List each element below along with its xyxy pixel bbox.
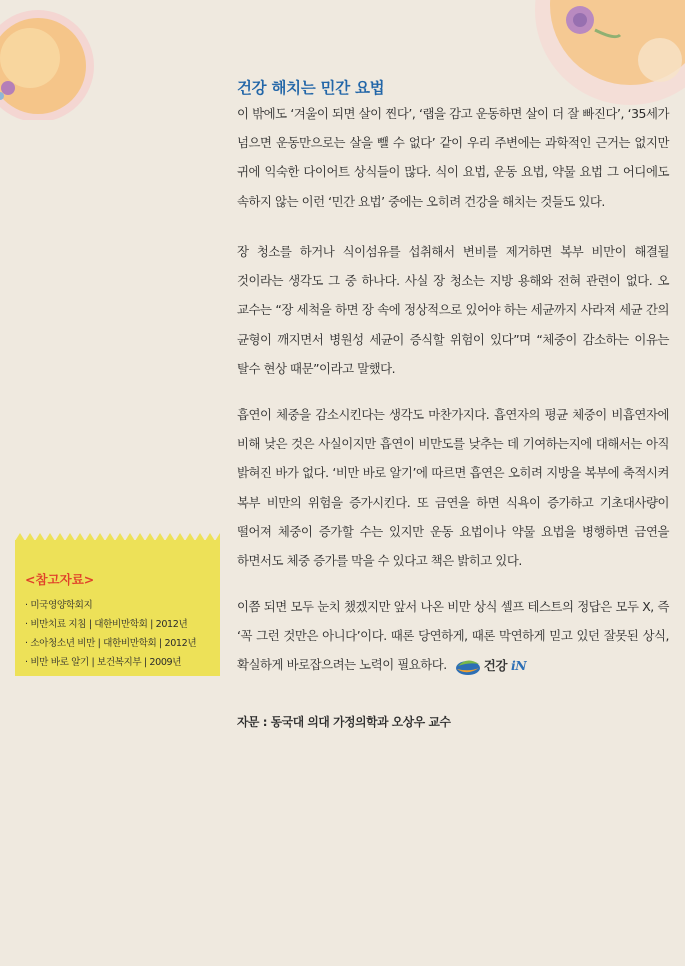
advisor-credit: 자문 : 동국대 의대 가정의학과 오상우 교수	[237, 715, 451, 729]
reference-item: · 소아청소년 비만 | 대한비만학회 | 2012년	[25, 634, 196, 653]
paragraph-3: 흡연이 체중을 감소시킨다는 생각도 마찬가지다. 흡연자의 평균 체중이 비흡연자에 비해 낮은 것은 사실이지만 흡연이 비만도를 낮추는 데 기여하는지에 대해서는 아직 밝혀진 바가 없다. ‘비만 바로 알기’에 따르면 흡연은 오히려 지방을 복부에 축적시켜 복부 비만의 위험을 증가시킨다. 또 금연을 하면 식욕이 증가하고 기초대사량이 떨어져 체중이 증가할 수는 있지만 운동 요법이나 약물 요법을 병행하면 금연을 하면서도 체중 증가를 막을 수 있다고 책은 밝히고 있다.	[237, 407, 669, 569]
cell-illustration-left	[0, 0, 100, 120]
article	[237, 76, 669, 729]
paragraph-4	[237, 592, 669, 681]
paragraph-4-text: 이쯤 되면 모두 눈치 챘겠지만 앞서 나온 비만 상식 셀프 테스트의 정답은 모두 X, 즉 ‘꼭 그런 것만은 아니다’이다. 때론 당연하게, 때론 막연하게 믿고 있던 잘못된 상식, 확실하게 바로잡으려는 노력이 필요하다.	[237, 599, 669, 673]
zigzag-edge	[15, 533, 220, 541]
article-heading: 건강 해치는 민간 요법	[237, 79, 385, 97]
reference-item: · 비만치료 지침 | 대한비만학회 | 2012년	[25, 615, 196, 634]
references-title: <참고자료>	[25, 572, 95, 587]
logo-mark-icon	[455, 656, 481, 676]
logo-text: 건강 iN	[483, 658, 527, 674]
health-in-logo	[455, 651, 526, 680]
reference-item: · 비만 바로 알기 | 보건복지부 | 2009년	[25, 653, 196, 672]
paragraph-2: 장 청소를 하거나 식이섬유를 섭취해서 변비를 제거하면 복부 비만이 해결될 것이라는 생각도 그 중 하나다. 사실 장 청소는 지방 용해와 전혀 관련이 없다. 오 교수는 “장 세척을 하면 장 속에 정상적으로 있어야 하는 세균까지 사라져 세균 간의 균형이 깨지면서 병원성 세균이 증식할 위험이 있다”며 “체중이 감소하는 이유는 탈수 현상 때문”이라고 말했다.	[237, 244, 669, 376]
reference-item: · 미국영양학회지	[25, 596, 196, 615]
paragraph-1: 이 밖에도 ‘겨울이 되면 살이 찐다’, ‘랩을 감고 운동하면 살이 더 잘 빠진다’, ‘35세가 넘으면 운동만으로는 살을 뺄 수 없다’ 같이 우리 주변에는 과학적인 근거는 없지만 귀에 익숙한 다이어트 상식들이 많다. 식이 요법, 운동 요법, 약물 요법 그 어디에도 속하지 않는 이런 ‘민간 요법’ 중에는 오히려 건강을 해치는 것들도 있다.	[237, 106, 669, 209]
references-box	[15, 540, 220, 676]
references-list	[25, 596, 196, 672]
